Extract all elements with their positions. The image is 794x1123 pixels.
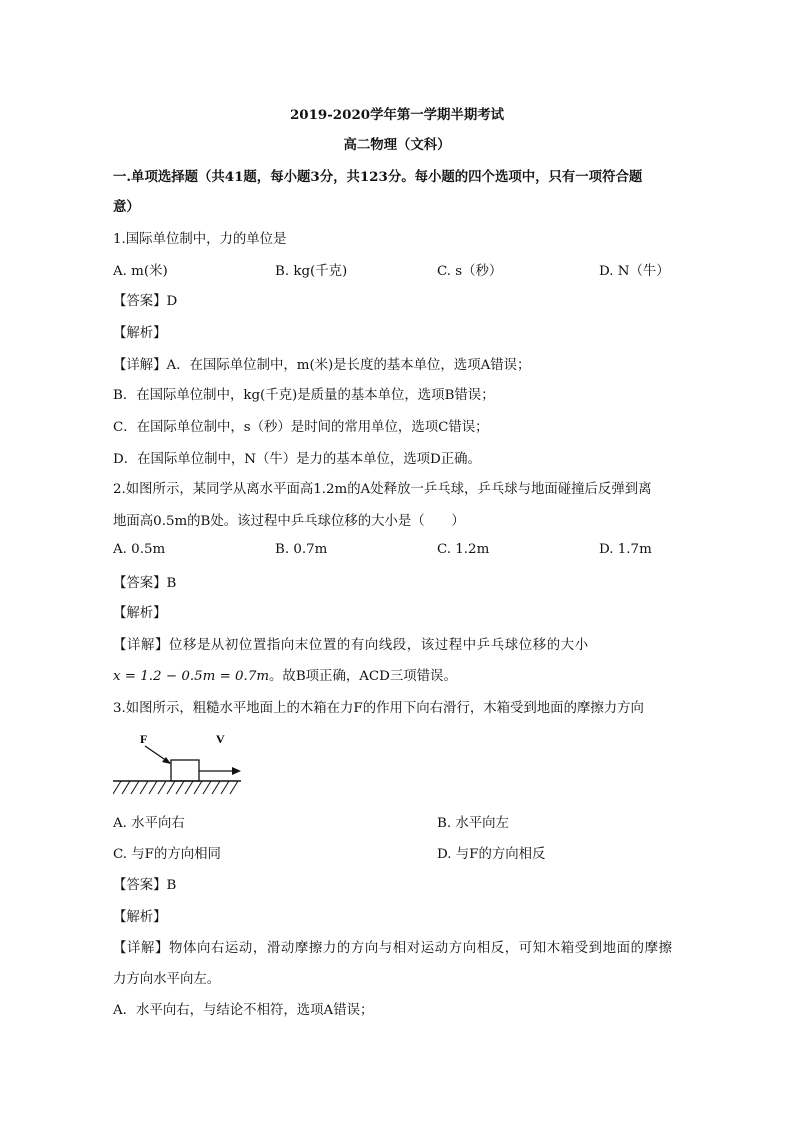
wooden-box	[171, 760, 199, 781]
q1-option-d: D. N（牛）	[599, 264, 670, 279]
q3-option-b: B. 水平向左	[437, 816, 509, 831]
q3-detail-line2: 力方向水平向左。	[113, 972, 221, 987]
q1-analysis-label: 【解析】	[113, 326, 167, 341]
q2-stem-line2: 地面高0.5m的B处。该过程中乒乓球位移的大小是（ ）	[113, 514, 465, 529]
q2-option-c: C. 1.2m	[437, 542, 490, 557]
q2-detail-conclusion: 。故B项正确，ACD三项错误。	[269, 669, 457, 684]
q1-option-a: A. m(米)	[113, 264, 168, 279]
force-label: F	[140, 732, 148, 746]
q2-option-b: B. 0.7m	[275, 542, 328, 557]
exam-subtitle: 高二物理（文科）	[343, 137, 451, 153]
q1-option-c: C. s（秒）	[437, 264, 503, 279]
q3-detail-line3: A．水平向右，与结论不相符，选项A错误；	[113, 1003, 374, 1018]
q3-option-d: D. 与F的方向相反	[437, 847, 546, 862]
q3-stem: 3.如图所示，粗糙水平地面上的木箱在力F的作用下向右滑行，木箱受到地面的摩擦力方向	[113, 701, 644, 716]
q1-stem: 1.国际单位制中，力的单位是	[113, 232, 287, 247]
q3-detail-line1: 【详解】物体向右运动，滑动摩擦力的方向与相对运动方向相反，可知木箱受到地面的摩擦	[113, 941, 673, 956]
q1-detail-1: 【详解】A．在国际单位制中，m(米)是长度的基本单位，选项A错误；	[113, 358, 531, 373]
exam-title: 2019-2020学年第一学期半期考试	[289, 107, 504, 123]
q2-stem-line1: 2.如图所示，某同学从离水平面高1.2m的A处释放一乒乓球，乒乓球与地面碰撞后反弹到离	[113, 482, 652, 497]
q1-detail-4: D．在国际单位制中，N（牛）是力的基本单位，选项D正确。	[113, 452, 481, 467]
q2-detail-line1: 【详解】位移是从初位置指向末位置的有向线段，该过程中乒乓球位移的大小	[113, 638, 589, 653]
section-heading-line1: 一.单项选择题（共41题，每小题3分，共123分。每小题的四个选项中，只有一项符合题	[113, 169, 643, 185]
q2-analysis-label: 【解析】	[113, 606, 167, 621]
q1-detail-3: C．在国际单位制中，s（秒）是时间的常用单位，选项C错误；	[113, 420, 489, 435]
q1-detail-2: B．在国际单位制中，kg(千克)是质量的基本单位，选项B错误；	[113, 388, 495, 403]
velocity-label: V	[216, 732, 225, 746]
section-heading-line2: 意）	[113, 199, 140, 215]
q2-option-d: D. 1.7m	[599, 542, 652, 557]
q3-option-c: C. 与F的方向相同	[113, 847, 221, 862]
q2-answer: 【答案】B	[113, 576, 177, 591]
ground-hatching	[113, 781, 238, 794]
q2-formula: x = 1.2 − 0.5m = 0.7m	[113, 669, 270, 684]
q3-answer: 【答案】B	[113, 878, 177, 893]
q2-option-a: A. 0.5m	[113, 542, 166, 557]
q2-detail-line2	[113, 665, 693, 684]
q3-option-a: A. 水平向右	[113, 816, 185, 831]
q3-figure	[113, 728, 248, 798]
velocity-arrow-head	[232, 767, 241, 775]
q3-analysis-label: 【解析】	[113, 910, 167, 925]
q1-answer: 【答案】D	[113, 294, 178, 309]
q1-option-b: B. kg(千克)	[275, 264, 348, 279]
